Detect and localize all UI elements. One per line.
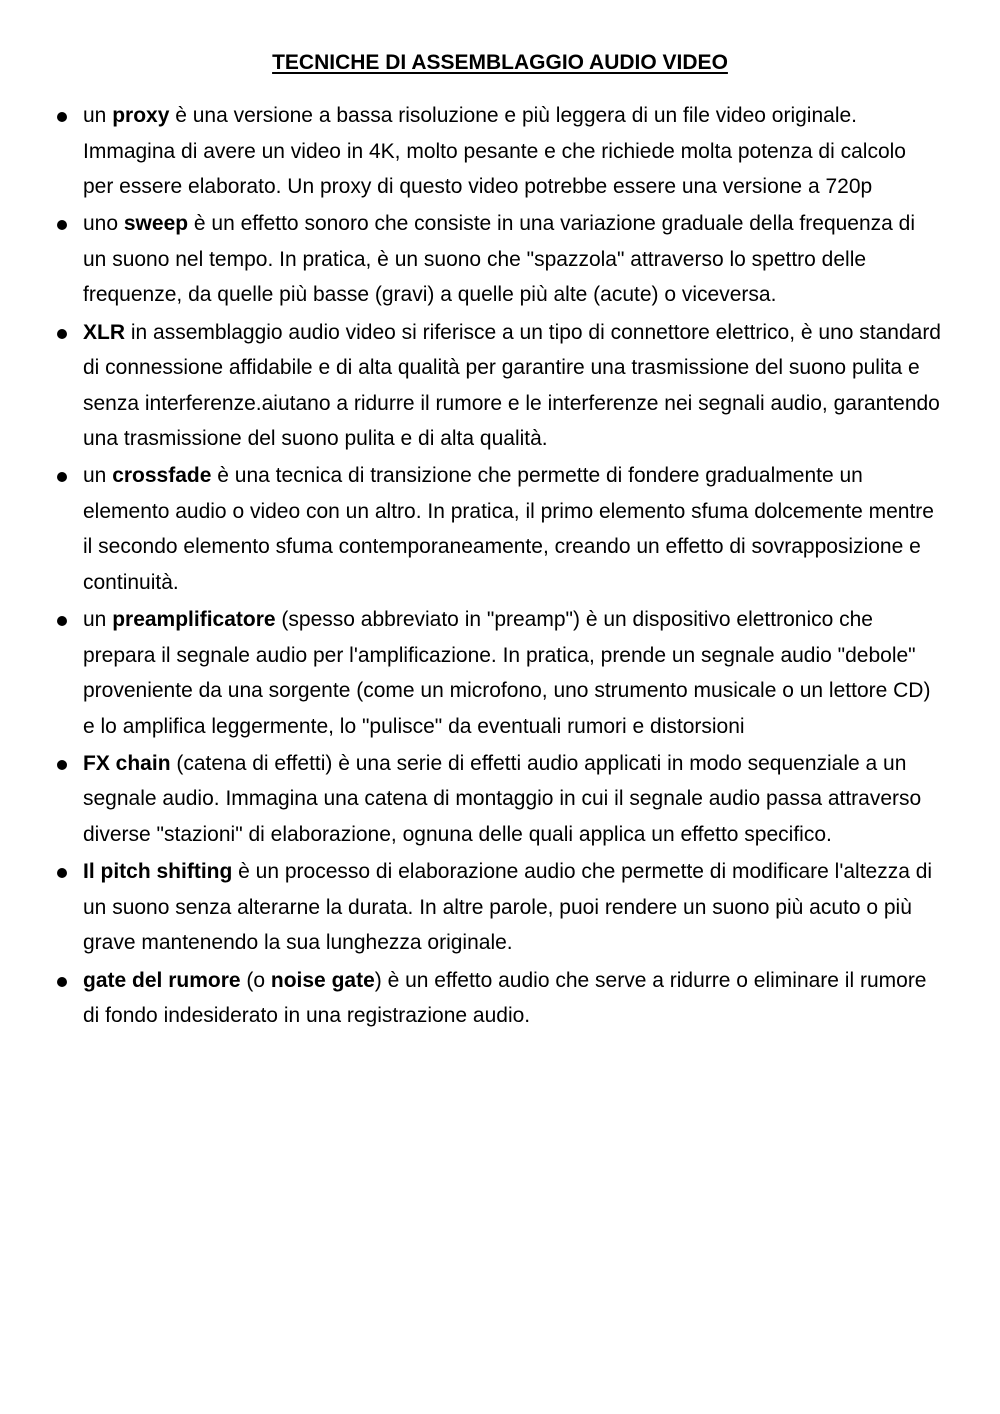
bullet-icon [57,977,67,987]
term-name: XLR [83,320,125,344]
list-item-xlr [0,315,1000,457]
term-name: gate del rumore [83,968,241,992]
definition-fragment: ) è un effetto audio che serve a ridurre o eliminare il rumore di fondo indesiderato in una registrazione audio. [83,968,927,1028]
bullet-icon [57,760,67,770]
bullet-icon [57,616,67,626]
list-item-noise-gate [0,963,1000,1034]
list-item-pitch-shifting [0,854,1000,961]
term-name: Il pitch shifting [83,860,233,884]
term-name: preamplificatore [112,608,276,632]
definition-text [83,752,921,846]
term-name: proxy [112,104,170,127]
definition-fragment: è un effetto sonoro che consiste in una variazione graduale della frequenza di un suono nel tempo. In pratica, è un suono che "spazzola" attraverso lo spettro delle frequenze, da quelle più basse (gravi) a quelle più alte (acute) o viceversa. [83,212,916,307]
definition-text [83,464,934,594]
definition-text [83,321,941,451]
definition-text [83,608,930,738]
page-title: TECNICHE DI ASSEMBLAGGIO AUDIO VIDEO [272,51,728,74]
term-name: sweep [123,212,189,236]
list-item-sweep [0,206,1000,313]
definition-fragment: è una tecnica di transizione che permette di fondere gradualmente un elemento audio o video con un altro. In pratica, il primo elemento sfuma dolcemente mentre il secondo elemento sfuma contemporaneamente, creando un effetto di sovrapposizione e continuità. [83,464,934,594]
bullet-icon [57,472,67,482]
list-item-preamplificatore [0,602,1000,744]
definition-fragment: un [83,608,113,632]
term-name: crossfade [112,464,212,488]
definition-text [83,104,906,198]
term-name: FX chain [83,751,171,775]
list-item-crossfade [0,458,1000,600]
term-list [0,98,1000,1035]
definition-fragment: (spesso abbreviato in "preamp") è un dispositivo elettronico che prepara il segnale audio per l'amplificazione. In pratica, prende un segnale audio "debole" proveniente da una sorgente (come un microfono, uno strumento musicale o un lettore CD) e lo amplifica leggermente, lo "pulisce" da eventuali rumori e distorsioni [83,608,931,738]
definition-text [83,860,932,954]
definition-text [83,969,927,1028]
list-item-proxy [0,98,1000,205]
definition-fragment: (catena di effetti) è una serie di effetti audio applicati in modo sequenziale a un segnale audio. Immagina una catena di montaggio in cui il segnale audio passa attraverso diverse "stazioni" di elaborazione, ognuna delle quali applica un effetto specifico. [83,751,922,846]
definition-fragment: in assemblaggio audio video si riferisce a un tipo di connettore elettrico, è uno standard di connessione affidabile e di alta qualità per garantire una trasmissione del suono pulita e senza interferenze.aiutano a ridurre il rumore e le interferenze nei segnali audio, garantendo una trasmissione del suono pulita e di alta qualità. [83,320,941,451]
definition-fragment: un [83,104,113,127]
definition-fragment: (o [240,968,271,992]
bullet-icon [57,112,67,122]
bullet-icon [57,329,67,339]
list-item-fx-chain [0,746,1000,853]
definition-fragment: uno [83,212,124,236]
definition-fragment: è un processo di elaborazione audio che permette di modificare l'altezza di un suono senza alterarne la durata. In altre parole, puoi rendere un suono più acuto o più grave mantenendo la sua lunghezza originale. [83,860,933,955]
definition-fragment: è una versione a bassa risoluzione e più leggera di un file video originale. Immagina di avere un video in 4K, molto pesante e che richiede molta potenza di calcolo per essere elaborato. Un proxy di questo video potrebbe essere una versione a 720p [83,104,906,198]
bullet-icon [57,220,67,230]
definition-fragment: un [83,464,113,488]
term-name: noise gate [270,968,375,992]
definition-text [83,212,915,306]
bullet-icon [57,868,67,878]
